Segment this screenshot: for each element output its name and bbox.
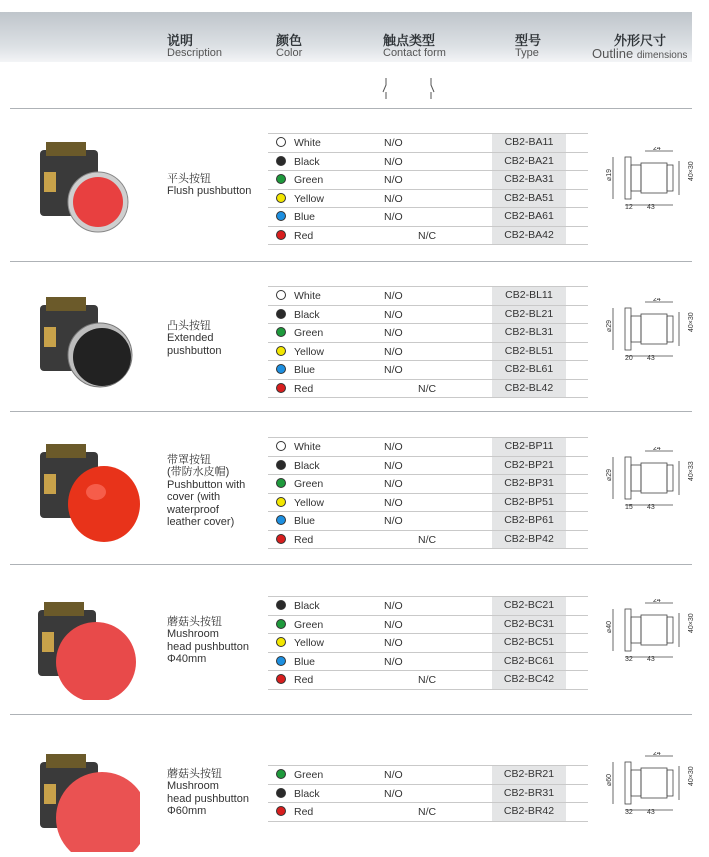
type-code: CB2-BA11 bbox=[492, 134, 566, 152]
table-row bbox=[268, 208, 588, 227]
description-line: waterproof bbox=[167, 503, 219, 516]
svg-text:⌀29: ⌀29 bbox=[606, 319, 613, 332]
type-code: CB2-BP61 bbox=[492, 512, 566, 530]
divider bbox=[10, 564, 692, 565]
color-name: Red bbox=[294, 806, 314, 818]
description-line: Φ60mm bbox=[167, 805, 207, 818]
svg-text:12: 12 bbox=[625, 204, 633, 209]
svg-text:43: 43 bbox=[647, 809, 655, 814]
color-swatch-icon bbox=[276, 674, 286, 684]
table-row bbox=[268, 512, 588, 531]
svg-text:40×30: 40×30 bbox=[688, 312, 695, 332]
color-swatch-icon bbox=[276, 346, 286, 356]
contact-no: N/O bbox=[384, 600, 403, 612]
contact-nc: N/C bbox=[418, 806, 437, 818]
color-name: Green bbox=[294, 769, 324, 781]
table-row bbox=[268, 133, 588, 153]
color-name: Black bbox=[294, 308, 320, 321]
color-name: Yellow bbox=[294, 496, 324, 509]
type-code: CB2-BP31 bbox=[492, 475, 566, 493]
header-type: 型号 Type bbox=[515, 33, 542, 59]
color-swatch-icon bbox=[276, 497, 286, 507]
dim-top: 24 bbox=[653, 752, 661, 757]
contact-no: N/O bbox=[384, 327, 403, 339]
description-line: cover (with bbox=[167, 491, 221, 504]
color-swatch-icon bbox=[276, 211, 286, 221]
color-name: White bbox=[294, 441, 321, 453]
contact-no: N/O bbox=[384, 308, 403, 321]
type-code: CB2-BC42 bbox=[492, 671, 566, 689]
contact-nc: N/C bbox=[418, 533, 437, 546]
svg-text:15: 15 bbox=[625, 504, 633, 509]
product-photo bbox=[30, 130, 140, 240]
description-line: Extended bbox=[167, 332, 214, 345]
contact-no: N/O bbox=[384, 364, 403, 376]
color-swatch-icon bbox=[276, 619, 286, 629]
product-photo bbox=[30, 742, 140, 852]
contact-no: N/O bbox=[384, 192, 403, 205]
divider bbox=[10, 714, 692, 715]
color-name: Red bbox=[294, 229, 314, 242]
svg-text:40×30: 40×30 bbox=[688, 766, 695, 786]
contact-no: N/O bbox=[384, 345, 403, 358]
type-code: CB2-BA42 bbox=[492, 227, 566, 245]
svg-text:⌀29: ⌀29 bbox=[606, 468, 613, 481]
color-name: White bbox=[294, 137, 321, 149]
description-line: Mushroom bbox=[167, 628, 219, 641]
contact-no: N/O bbox=[384, 496, 403, 509]
contact-no: N/O bbox=[384, 787, 403, 800]
color-swatch-icon bbox=[276, 290, 286, 300]
table-row bbox=[268, 653, 588, 672]
svg-text:40×30: 40×30 bbox=[688, 613, 695, 633]
description-line: 平头按钮 bbox=[167, 173, 211, 185]
divider bbox=[10, 261, 692, 262]
variant-table bbox=[268, 437, 588, 549]
svg-text:⌀40: ⌀40 bbox=[606, 620, 613, 633]
product-description bbox=[167, 768, 249, 818]
color-name: Green bbox=[294, 478, 324, 490]
table-row bbox=[268, 785, 588, 804]
description-line: leather cover) bbox=[167, 516, 235, 529]
color-swatch-icon bbox=[276, 137, 286, 147]
contact-no: N/O bbox=[384, 441, 403, 453]
color-name: Black bbox=[294, 459, 320, 472]
contact-no: N/O bbox=[384, 769, 403, 781]
svg-text:32: 32 bbox=[625, 809, 633, 814]
table-row bbox=[268, 671, 588, 690]
svg-text:20: 20 bbox=[625, 355, 633, 360]
product-description bbox=[167, 616, 249, 666]
table-row bbox=[268, 153, 588, 172]
description-line: 蘑菇头按钮 bbox=[167, 616, 222, 628]
color-name: Blue bbox=[294, 515, 316, 527]
color-name: Yellow bbox=[294, 345, 324, 358]
outline-drawing bbox=[595, 147, 700, 209]
color-swatch-icon bbox=[276, 600, 286, 610]
type-code: CB2-BA61 bbox=[492, 208, 566, 226]
type-code: CB2-BP21 bbox=[492, 457, 566, 475]
type-code: CB2-BC61 bbox=[492, 653, 566, 671]
color-swatch-icon bbox=[276, 174, 286, 184]
variant-table bbox=[268, 596, 588, 690]
type-code: CB2-BC31 bbox=[492, 616, 566, 634]
header-description: 说明 Description bbox=[167, 33, 223, 59]
table-row bbox=[268, 306, 588, 325]
color-swatch-icon bbox=[276, 478, 286, 488]
contact-no: N/O bbox=[384, 155, 403, 168]
color-swatch-icon bbox=[276, 364, 286, 374]
outline-drawing bbox=[595, 752, 700, 814]
contact-no: N/O bbox=[384, 637, 403, 649]
contact-symbols bbox=[376, 74, 446, 102]
contact-nc: N/C bbox=[418, 382, 437, 395]
type-code: CB2-BP11 bbox=[492, 438, 566, 456]
color-name: Blue bbox=[294, 655, 316, 668]
type-code: CB2-BR31 bbox=[492, 785, 566, 803]
color-swatch-icon bbox=[276, 534, 286, 544]
description-line: Φ40mm bbox=[167, 653, 207, 666]
contact-nc: N/C bbox=[418, 674, 437, 686]
color-name: Green bbox=[294, 174, 324, 186]
divider bbox=[10, 108, 692, 109]
type-code: CB2-BL51 bbox=[492, 343, 566, 361]
type-code: CB2-BL61 bbox=[492, 361, 566, 379]
color-swatch-icon bbox=[276, 156, 286, 166]
svg-text:43: 43 bbox=[647, 656, 655, 661]
type-code: CB2-BP42 bbox=[492, 531, 566, 549]
product-photo bbox=[28, 590, 138, 700]
dim-top: 24 bbox=[653, 599, 661, 604]
product-photo bbox=[30, 432, 140, 542]
contact-no: N/O bbox=[384, 655, 403, 668]
variant-table bbox=[268, 286, 588, 398]
color-swatch-icon bbox=[276, 656, 286, 666]
svg-text:⌀19: ⌀19 bbox=[606, 168, 613, 181]
color-name: Blue bbox=[294, 364, 316, 376]
color-name: Red bbox=[294, 382, 314, 395]
outline-drawing bbox=[595, 599, 700, 661]
outline-drawing bbox=[595, 447, 700, 509]
type-code: CB2-BA51 bbox=[492, 190, 566, 208]
contact-no: N/O bbox=[384, 478, 403, 490]
table-row bbox=[268, 616, 588, 635]
description-line: 凸头按钮 bbox=[167, 320, 211, 332]
color-swatch-icon bbox=[276, 806, 286, 816]
type-code: CB2-BA21 bbox=[492, 153, 566, 171]
color-swatch-icon bbox=[276, 327, 286, 337]
divider bbox=[10, 411, 692, 412]
table-row bbox=[268, 803, 588, 822]
color-name: Black bbox=[294, 787, 320, 800]
contact-no: N/O bbox=[384, 618, 403, 631]
color-name: White bbox=[294, 290, 321, 302]
type-code: CB2-BA31 bbox=[492, 171, 566, 189]
svg-text:43: 43 bbox=[647, 355, 655, 360]
color-name: Black bbox=[294, 600, 320, 612]
color-swatch-icon bbox=[276, 309, 286, 319]
table-row bbox=[268, 171, 588, 190]
color-name: Green bbox=[294, 618, 324, 631]
color-swatch-icon bbox=[276, 637, 286, 647]
product-photo bbox=[30, 285, 140, 395]
color-swatch-icon bbox=[276, 441, 286, 451]
description-line: (带防水皮帽) bbox=[167, 466, 230, 479]
table-row bbox=[268, 227, 588, 246]
color-swatch-icon bbox=[276, 383, 286, 393]
contact-no: N/O bbox=[384, 290, 403, 302]
color-name: Yellow bbox=[294, 637, 324, 649]
description-line: Pushbutton with bbox=[167, 478, 246, 491]
variant-table bbox=[268, 133, 588, 245]
dim-top: 24 bbox=[653, 447, 661, 452]
description-line: pushbutton bbox=[167, 344, 222, 357]
table-row bbox=[268, 634, 588, 653]
description-line: head pushbutton bbox=[167, 792, 249, 805]
contact-no: N/O bbox=[384, 515, 403, 527]
contact-no: N/O bbox=[384, 174, 403, 186]
description-line: 带罩按钮 bbox=[167, 454, 211, 466]
type-code: CB2-BR21 bbox=[492, 766, 566, 784]
type-code: CB2-BL31 bbox=[492, 324, 566, 342]
description-line: Mushroom bbox=[167, 780, 219, 793]
color-name: Red bbox=[294, 533, 314, 546]
variant-table bbox=[268, 765, 588, 822]
color-name: Red bbox=[294, 674, 314, 686]
contact-no: N/O bbox=[384, 211, 403, 223]
header-contact-form: 触点类型 Contact form bbox=[383, 33, 446, 59]
table-row bbox=[268, 190, 588, 209]
product-description bbox=[167, 454, 245, 528]
table-row bbox=[268, 286, 588, 306]
color-name: Yellow bbox=[294, 192, 324, 205]
description-line: 蘑菇头按钮 bbox=[167, 768, 222, 780]
description-line: head pushbutton bbox=[167, 640, 249, 653]
header-bar bbox=[0, 12, 692, 62]
svg-text:⌀60: ⌀60 bbox=[606, 773, 613, 786]
header-color: 颜色 Color bbox=[276, 33, 303, 59]
header-outline: 外形尺寸 Outline dimensions bbox=[592, 33, 688, 61]
product-description bbox=[167, 173, 251, 198]
svg-text:32: 32 bbox=[625, 656, 633, 661]
color-swatch-icon bbox=[276, 230, 286, 240]
dim-top: 24 bbox=[653, 147, 661, 152]
color-name: Blue bbox=[294, 211, 316, 223]
type-code: CB2-BL21 bbox=[492, 306, 566, 324]
table-row bbox=[268, 437, 588, 457]
contact-no: N/O bbox=[384, 137, 403, 149]
table-row bbox=[268, 361, 588, 380]
product-description bbox=[167, 320, 221, 357]
color-swatch-icon bbox=[276, 193, 286, 203]
color-swatch-icon bbox=[276, 788, 286, 798]
table-row bbox=[268, 765, 588, 785]
svg-text:40×30: 40×30 bbox=[688, 161, 695, 181]
type-code: CB2-BC21 bbox=[492, 597, 566, 615]
color-name: Black bbox=[294, 155, 320, 168]
svg-text:40×33: 40×33 bbox=[688, 461, 695, 481]
color-swatch-icon bbox=[276, 769, 286, 779]
table-row bbox=[268, 596, 588, 616]
table-row bbox=[268, 531, 588, 550]
contact-no: N/O bbox=[384, 459, 403, 472]
outline-drawing bbox=[595, 298, 700, 360]
color-swatch-icon bbox=[276, 460, 286, 470]
type-code: CB2-BR42 bbox=[492, 803, 566, 821]
type-code: CB2-BL42 bbox=[492, 380, 566, 398]
table-row bbox=[268, 324, 588, 343]
table-row bbox=[268, 457, 588, 476]
color-name: Green bbox=[294, 327, 324, 339]
type-code: CB2-BL11 bbox=[492, 287, 566, 305]
dim-top: 24 bbox=[653, 298, 661, 303]
type-code: CB2-BP51 bbox=[492, 494, 566, 512]
svg-text:43: 43 bbox=[647, 204, 655, 209]
table-row bbox=[268, 380, 588, 399]
table-row bbox=[268, 475, 588, 494]
table-row bbox=[268, 494, 588, 513]
svg-text:43: 43 bbox=[647, 504, 655, 509]
color-swatch-icon bbox=[276, 515, 286, 525]
type-code: CB2-BC51 bbox=[492, 634, 566, 652]
contact-nc: N/C bbox=[418, 229, 437, 242]
table-row bbox=[268, 343, 588, 362]
description-line: Flush pushbutton bbox=[167, 185, 252, 198]
